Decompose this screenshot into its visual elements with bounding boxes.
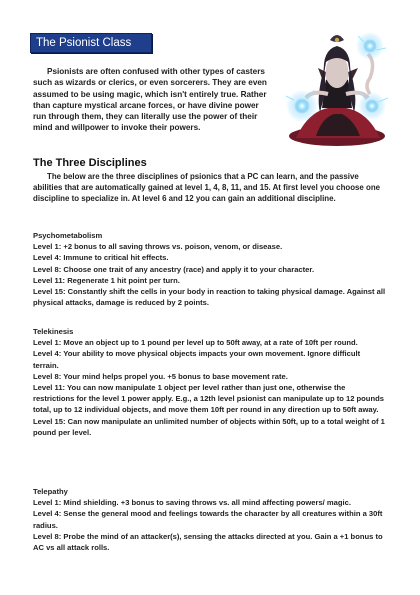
ability-line: Level 8: Your mind helps propel you. +5 bonus to base movement rate. (33, 371, 288, 381)
disciplines-intro (33, 171, 385, 205)
ability-line: Level 11: You can now manipulate 1 object per level rather than just one, otherwise the restrictions for the level 1 power apply. E.g., a 12th level psionist can manipulate up to 12 pounds total, up to 12 individual objects, and move them 10ft per round in any direction up to 50ft away. (33, 383, 384, 415)
ability-line: Level 4: Immune to critical hit effects. (33, 253, 169, 263)
ability-line: Level 1: Mind shielding. +3 bonus to saving throws vs. all mind affecting powers/ magic. (33, 498, 351, 508)
disciplines-heading: The Three Disciplines (33, 157, 147, 169)
section-heading: Telepathy (33, 487, 68, 496)
intro-paragraph (33, 66, 273, 134)
section-heading: Telekinesis (33, 327, 74, 336)
ability-line: Level 8: Choose one trait of any ancestry (race) and apply it to your character. (33, 264, 315, 274)
ability-line: Level 8: Probe the mind of an attacker(s), sensing the attacks directed at you. Gain a +1 bonus to AC vs all attack rolls. (33, 531, 383, 553)
page-title: The Psionist Class (36, 37, 132, 49)
intro-text: Psionists are often confused with other types of casters such as wizards or clerics, or even sorcerers. They are even assumed to be using magic, which isn't entirely true. Rather than capture mystical arcane forces, or have divine power run through them, they can literally use the power of their mind and willpower to invoke their powers. (33, 67, 267, 133)
ability-line: Level 1: +2 bonus to all saving throws vs. poison, venom, or disease. (33, 242, 283, 252)
ability-line: Level 11: Regenerate 1 hit point per turn. (33, 275, 180, 285)
ability-line: Level 15: Constantly shift the cells in your body in reaction to taking physical damage. Against all physical attacks, damage is reduced by 2 points. (33, 287, 386, 308)
section-telepathy (33, 486, 387, 553)
ability-line: Level 15: Can now manipulate an unlimited number of objects within 50ft, up to a total weight of 1 pound per level. (33, 416, 385, 437)
section-heading: Psychometabolism (33, 231, 103, 240)
disciplines-intro-text: The below are the three disciplines of psionics that a PC can learn, and the passive abilities that are automatically gained at level 1, 4, 8, 11, and 15. At first level you choose one discipline to specialize in. At level 6 and 12 you can gain an additional discipline. (33, 172, 381, 204)
psionist-illustration (278, 28, 396, 150)
ability-line: Level 1: Move an object up to 1 pound per level up to 50ft away, at a rate of 10ft per round. (33, 338, 358, 348)
ability-line: Level 4: Sense the general mood and feelings towards the character by all creatures within a 30ft radius. (33, 509, 383, 530)
section-telekinesis (33, 326, 387, 438)
title-banner (30, 33, 152, 53)
ability-line: Level 4: Your ability to move physical objects impacts your own movement. Ignore difficult terrain. (33, 349, 361, 370)
section-psychometabolism (33, 230, 387, 308)
